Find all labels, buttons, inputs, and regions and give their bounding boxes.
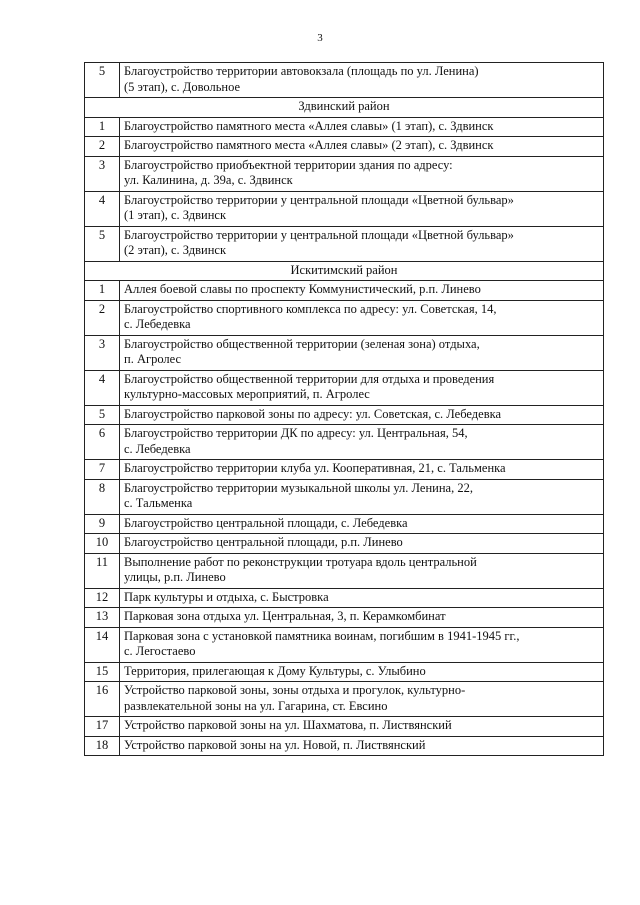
table-row	[85, 608, 604, 628]
row-number: 4	[85, 191, 120, 226]
table-row	[85, 682, 604, 717]
table-row	[85, 736, 604, 756]
row-number: 15	[85, 662, 120, 682]
row-description: Территория, прилегающая к Дому Культуры, с. Улыбино	[120, 662, 604, 682]
page-number: 3	[317, 32, 323, 44]
table-row	[85, 460, 604, 480]
table-row	[85, 137, 604, 157]
district-name: Искитимский район	[85, 261, 604, 281]
row-description: Парк культуры и отдыха, с. Быстровка	[120, 588, 604, 608]
row-description: Выполнение работ по реконструкции тротуара вдоль центральной улицы, р.п. Линево	[120, 553, 604, 588]
row-description: Благоустройство территории ДК по адресу: ул. Центральная, 54, с. Лебедевка	[120, 425, 604, 460]
row-number: 6	[85, 425, 120, 460]
table-row	[85, 156, 604, 191]
row-number: 2	[85, 137, 120, 157]
row-number: 18	[85, 736, 120, 756]
table-row	[85, 335, 604, 370]
district-name: Здвинский район	[85, 98, 604, 118]
table-row	[85, 514, 604, 534]
table-row	[85, 717, 604, 737]
row-number: 11	[85, 553, 120, 588]
row-number: 3	[85, 335, 120, 370]
row-description: Устройство парковой зоны, зоны отдыха и прогулок, культурно- развлекательной зоны на ул. Гагарина, ст. Евсино	[120, 682, 604, 717]
table-row	[85, 117, 604, 137]
table-row	[85, 405, 604, 425]
projects-table	[84, 62, 604, 756]
table-row	[85, 226, 604, 261]
table-row	[85, 191, 604, 226]
row-description: Благоустройство территории у центральной площади «Цветной бульвар» (2 этап), с. Здвинск	[120, 226, 604, 261]
row-number: 1	[85, 281, 120, 301]
table-row	[85, 425, 604, 460]
row-number: 2	[85, 300, 120, 335]
row-number: 4	[85, 370, 120, 405]
table-row	[85, 281, 604, 301]
row-description: Парковая зона с установкой памятника воинам, погибшим в 1941-1945 гг., с. Легостаево	[120, 627, 604, 662]
table-row	[85, 479, 604, 514]
district-header-row	[85, 261, 604, 281]
row-description: Благоустройство памятного места «Аллея славы» (1 этап), с. Здвинск	[120, 117, 604, 137]
row-number: 9	[85, 514, 120, 534]
row-number: 3	[85, 156, 120, 191]
row-description: Благоустройство центральной площади, р.п. Линево	[120, 534, 604, 554]
row-number: 7	[85, 460, 120, 480]
table-row	[85, 370, 604, 405]
row-description: Благоустройство территории у центральной площади «Цветной бульвар» (1 этап), с. Здвинск	[120, 191, 604, 226]
row-description: Благоустройство парковой зоны по адресу: ул. Советская, с. Лебедевка	[120, 405, 604, 425]
row-description: Благоустройство территории автовокзала (площадь по ул. Ленина) (5 этап), с. Довольное	[120, 63, 604, 98]
table-row	[85, 534, 604, 554]
table-body	[85, 63, 604, 756]
table-row	[85, 300, 604, 335]
row-description: Благоустройство спортивного комплекса по адресу: ул. Советская, 14, с. Лебедевка	[120, 300, 604, 335]
table-row	[85, 553, 604, 588]
row-number: 13	[85, 608, 120, 628]
row-number: 10	[85, 534, 120, 554]
row-description: Благоустройство территории клуба ул. Кооперативная, 21, с. Тальменка	[120, 460, 604, 480]
row-description: Благоустройство памятного места «Аллея славы» (2 этап), с. Здвинск	[120, 137, 604, 157]
row-description: Благоустройство центральной площади, с. Лебедевка	[120, 514, 604, 534]
row-number: 5	[85, 226, 120, 261]
row-number: 16	[85, 682, 120, 717]
row-description: Благоустройство приобъектной территории здания по адресу: ул. Калинина, д. 39а, с. Здвинск	[120, 156, 604, 191]
row-number: 1	[85, 117, 120, 137]
row-number: 5	[85, 63, 120, 98]
table-row	[85, 662, 604, 682]
row-number: 17	[85, 717, 120, 737]
row-number: 8	[85, 479, 120, 514]
row-description: Благоустройство территории музыкальной школы ул. Ленина, 22, с. Тальменка	[120, 479, 604, 514]
table-row	[85, 588, 604, 608]
table-row	[85, 63, 604, 98]
row-description: Благоустройство общественной территории (зеленая зона) отдыха, п. Агролес	[120, 335, 604, 370]
row-description: Устройство парковой зоны на ул. Новой, п. Листвянский	[120, 736, 604, 756]
row-description: Устройство парковой зоны на ул. Шахматова, п. Листвянский	[120, 717, 604, 737]
row-number: 12	[85, 588, 120, 608]
row-description: Парковая зона отдыха ул. Центральная, 3, п. Керамкомбинат	[120, 608, 604, 628]
row-number: 14	[85, 627, 120, 662]
row-number: 5	[85, 405, 120, 425]
district-header-row	[85, 98, 604, 118]
row-description: Благоустройство общественной территории для отдыха и проведения культурно-массовых мероприятий, п. Агролес	[120, 370, 604, 405]
row-description: Аллея боевой славы по проспекту Коммунистический, р.п. Линево	[120, 281, 604, 301]
table-row	[85, 627, 604, 662]
